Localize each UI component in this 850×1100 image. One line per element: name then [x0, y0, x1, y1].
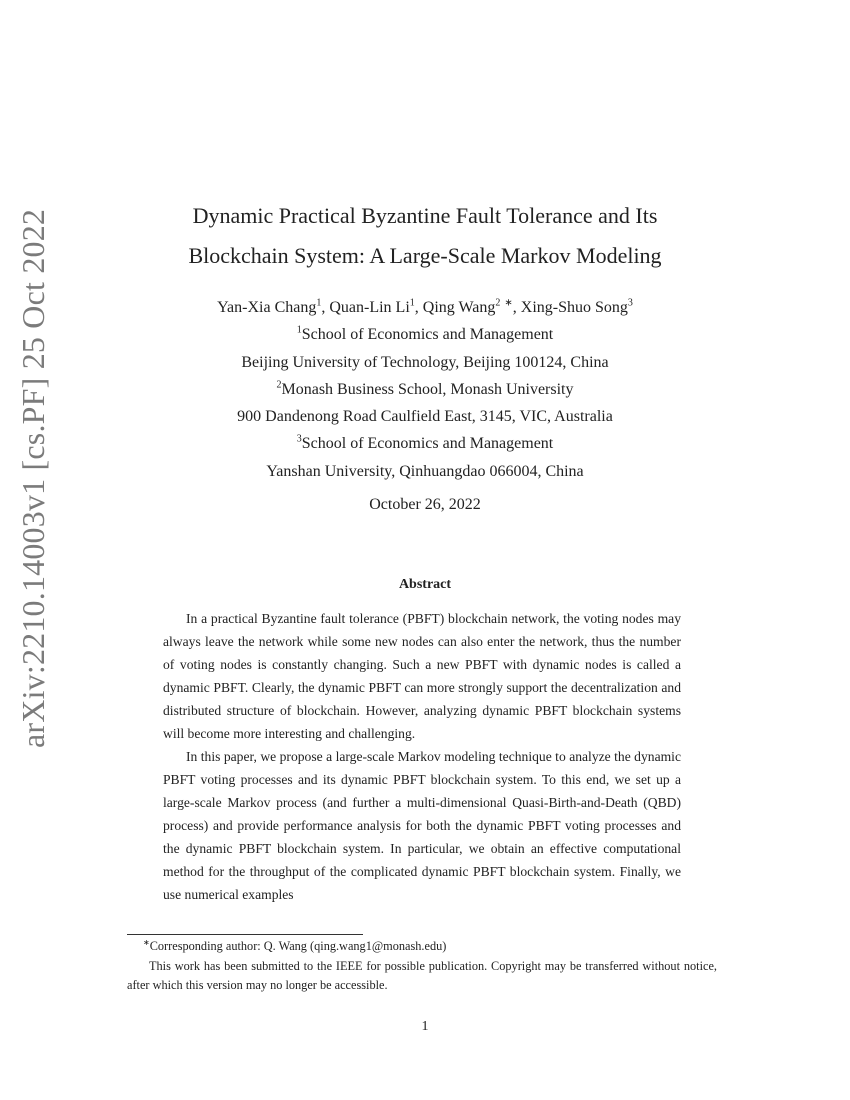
affiliation-line: $^3$School of Economics and Management — [296, 434, 554, 453]
affiliation-line: Yanshan University, Qinhuangdao 066004, China — [266, 462, 584, 480]
affiliation-mark: 2 — [276, 379, 282, 391]
footnote-mark: ∗ — [143, 937, 150, 947]
title-line-2: Blockchain System: A Large-Scale Markov Modeling — [188, 243, 662, 268]
author-name: Yan-Xia Chang — [217, 299, 317, 316]
paper-title — [100, 196, 750, 276]
title-line-1: Dynamic Practical Byzantine Fault Tolerance and Its — [192, 203, 658, 228]
arxiv-identifier-stamp: arXiv:2210.14003v1 [cs.PF] 25 Oct 2022 — [15, 208, 51, 748]
footnotes — [127, 937, 717, 996]
author-mark: 2 — [495, 297, 501, 309]
author-mark: 1 — [316, 297, 322, 309]
publication-date: October 26, 2022 — [369, 496, 481, 513]
author-name: Quan-Lin Li — [329, 299, 410, 316]
author-name: Qing Wang — [422, 299, 496, 316]
affiliation-line: 900 Dandenong Road Caulfield East, 3145, VIC, Australia — [237, 408, 613, 426]
author-block — [100, 294, 750, 485]
affiliation-line: $^2$Monash Business School, Monash University — [276, 379, 574, 398]
author-list: Yan-Xia Chang$^1$, Quan-Lin Li$^1$, Qing Wang$^2$ ∗, Xing-Shuo Song$^3$ — [217, 297, 633, 316]
page-number: 1 — [421, 1019, 429, 1034]
affiliation-line: Beijing University of Technology, Beijing 100124, China — [241, 353, 609, 371]
footnote-rule — [127, 934, 363, 935]
author-mark: 1 — [409, 297, 415, 309]
affiliation-mark: 1 — [296, 324, 302, 336]
corresponding-author-footnote: ∗Corresponding author: Q. Wang (qing.wang1@monash.edu) — [143, 937, 447, 953]
abstract-body — [163, 607, 681, 906]
affiliation-mark: 3 — [296, 434, 302, 446]
abstract-heading: Abstract — [398, 577, 452, 592]
corresponding-star: ∗ — [504, 297, 513, 309]
abstract-paragraph: In this paper, we propose a large-scale Markov modeling technique to analyze the dynamic PBFT voting processes and its dynamic PBFT blockchain system. To this end, we set up a large-scale Markov process (and further a multi-dimensional Quasi-Birth-and-Death (QBD) process) and provide performance analysis for both the dynamic PBFT voting processes and the dynamic PBFT blockchain system. In particular, we obtain an effective computational method for the throughput of the complicated dynamic PBFT blockchain system. Finally, we use numerical examples — [163, 749, 681, 902]
submission-notice-footnote: This work has been submitted to the IEEE for possible publication. Copyright may be transferred without notice, after which this version may no longer be accessible. — [127, 958, 717, 992]
abstract-paragraph: In a practical Byzantine fault tolerance (PBFT) blockchain network, the voting nodes may always leave the network while some new nodes can also enter the network, thus the number of voting nodes is constantly changing. Such a new PBFT with dynamic nodes is called a dynamic PBFT. Clearly, the dynamic PBFT can more strongly support the decentralization and distributed structure of blockchain. However, analyzing dynamic PBFT blockchain systems will become more interesting and challenging. — [163, 611, 681, 741]
author-name: Xing-Shuo Song — [520, 299, 628, 316]
author-mark: 3 — [627, 297, 633, 309]
affiliation-line: $^1$School of Economics and Management — [296, 324, 554, 344]
